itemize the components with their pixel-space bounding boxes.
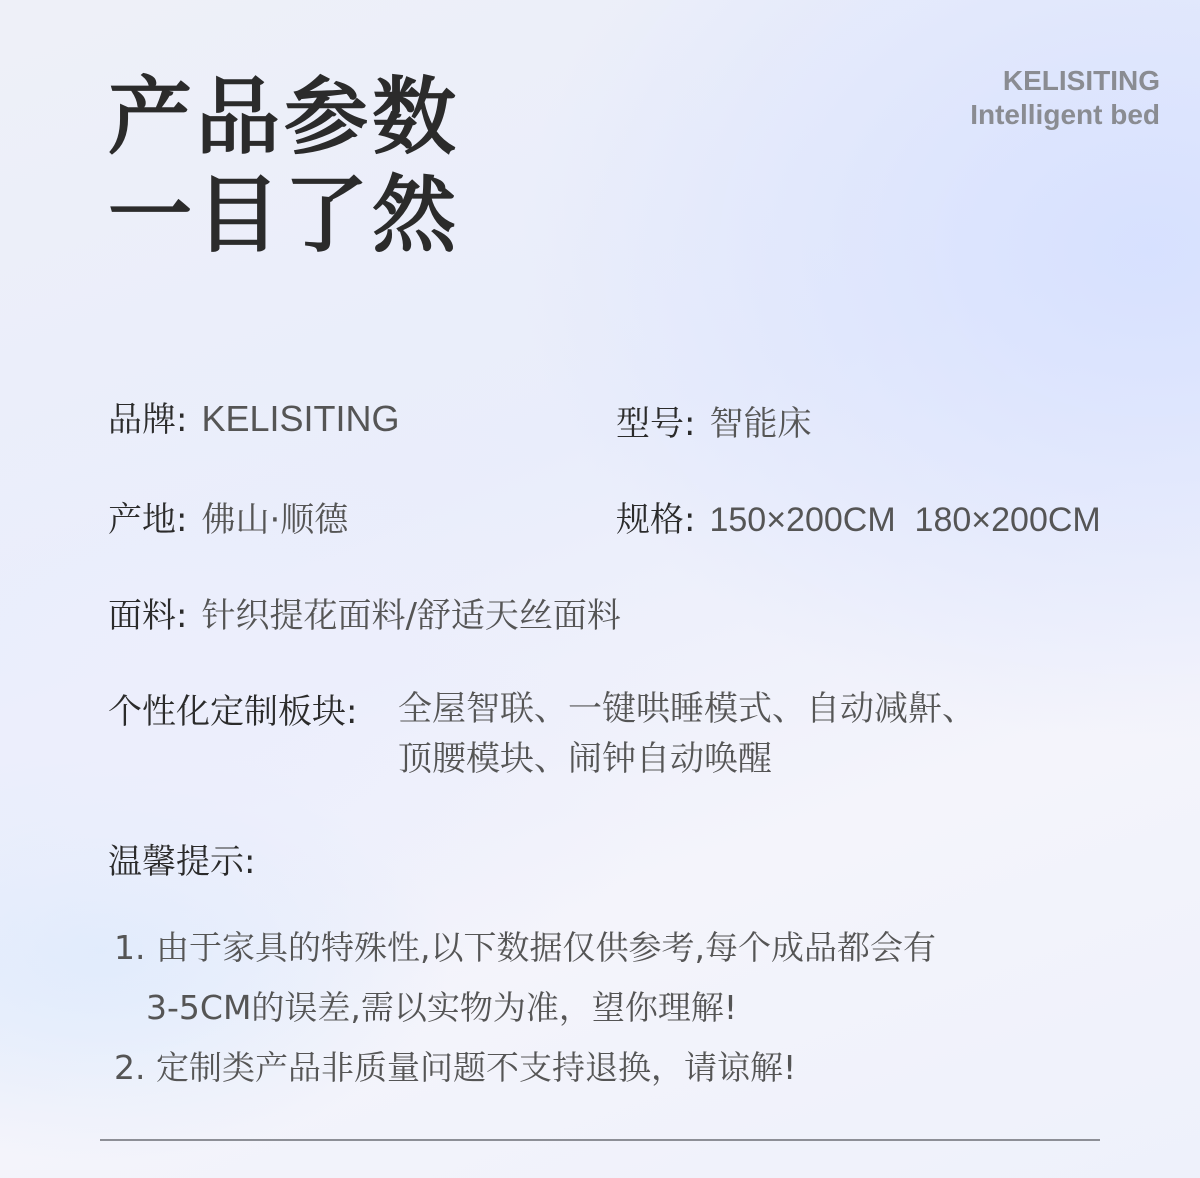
spec-custom-value-line2: 顶腰模块、闹钟自动唤醒 [398,739,772,779]
tip-2: 2. 定制类产品非质量问题不支持退换，请谅解! [114,1048,797,1087]
brand-mark-name: KELISITING [1002,65,1160,96]
spec-model-label: 型号: [616,404,696,444]
spec-size [616,492,1101,541]
spec-brand-value: KELISITING [201,398,400,439]
brand-mark [970,64,1160,132]
spec-custom-value-line1: 全屋智联、一键哄睡模式、自动减鼾、 [398,689,976,729]
spec-fabric-value: 针织提花面料/舒适天丝面料 [201,596,621,636]
bottom-divider [100,1139,1100,1141]
spec-brand [108,392,400,441]
tip-1-line2: 3-5CM的误差,需以实物为准，望你理解! [146,988,738,1027]
spec-size-label: 规格: [616,500,696,540]
spec-origin-value: 佛山·顺德 [201,500,349,540]
spec-origin-label: 产地: [108,500,188,540]
spec-custom-value [398,684,1038,784]
spec-size-value: 150×200CM 180×200CM [709,501,1101,539]
spec-fabric-label: 面料: [108,596,188,636]
spec-origin [108,492,348,541]
spec-model [616,396,811,445]
tip-1-line1: 1. 由于家具的特殊性,以下数据仅供参考,每个成品都会有 [114,928,936,967]
spec-custom-label: 个性化定制板块: [108,692,358,732]
tips-title: 温馨提示: [108,842,256,882]
hero-title-line1: 产品参数 [108,68,461,166]
hero-title [108,68,460,264]
brand-mark-tagline: Intelligent bed [970,99,1160,130]
spec-model-value: 智能床 [709,404,812,444]
spec-fabric [108,588,621,637]
hero-title-line2: 一目了然 [108,166,461,264]
spec-brand-label: 品牌: [108,400,188,440]
